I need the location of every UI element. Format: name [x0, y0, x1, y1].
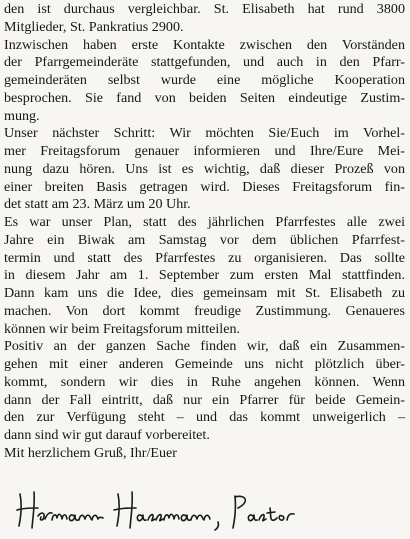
text-line: können wir beim Freitagsforum mitteilen.	[4, 320, 241, 337]
text-line: mung.	[4, 107, 40, 124]
text-line: det statt am 23. März um 20 Uhr.	[4, 196, 191, 213]
text-line: kommt, sondern wir dies in Ruhe angehen können. Wenn	[4, 373, 405, 390]
text-line: mer Freitagsforum genauer informieren und Ihre/Eure Mei-	[4, 143, 405, 159]
text-line: den zur Verfügung steht – und das kommt unweigerlich –	[4, 409, 405, 426]
text-line: Unser nächster Schritt: Wir möchten Sie/Euch im Vorhel-	[4, 125, 405, 142]
text-line: Inzwischen haben erste Kontakte zwischen den Vorständen	[4, 36, 405, 53]
text-line: Mit herzlichem Gruß, Ihr/Euer	[4, 444, 177, 461]
text-line: den ist durchaus vergleichbar. St. Elisabeth hat rund 3800	[4, 1, 405, 17]
text-line: dann der Fall eintritt, daß nur ein Pfarrer für beide Gemein-	[4, 391, 405, 408]
text-line: einer breiten Basis getragen wird. Dieses Freitagsforum fin-	[4, 178, 405, 195]
text-line: Positiv an der ganzen Sache finden wir, daß ein Zusammen-	[4, 338, 405, 355]
text-line: Dann kam uns die Idee, dies gemeinsam mit St. Elisabeth zu	[4, 285, 405, 301]
text-line: Es war unser Plan, statt des jährlichen Pfarrfestes alle zwei	[4, 214, 405, 230]
text-line: dann sind wir gut darauf vorbereitet.	[4, 427, 210, 443]
text-line: in diesem Jahr am 1. September zum ersten Mal stattfinden.	[4, 267, 405, 284]
text-line: Jahre ein Biwak am Samstag vor dem üblichen Pfarrfest-	[4, 231, 405, 248]
text-line: nung dazu hören. Uns ist es wichtig, daß dieser Prozeß von	[4, 160, 405, 177]
text-line: termin und statt des Pfarrfestes zu organisieren. Das sollte	[4, 249, 405, 266]
handwritten-signature	[14, 486, 324, 532]
text-line: gemeinderäten selbst wurde eine mögliche Kooperation	[4, 72, 405, 88]
text-line: Mitglieder, St. Pankratius 2900.	[4, 18, 184, 35]
text-line: besprochen. Sie fand von beiden Seiten eindeutige Zustim-	[4, 89, 405, 106]
text-line: der Pfarrgemeinderäte stattgefunden, und auch in den Pfarr-	[4, 54, 405, 71]
text-line: gehen mit einer anderen Gemeinde uns nicht plötzlich über-	[4, 356, 405, 372]
letter-body	[4, 1, 405, 463]
text-line: machen. Von dort kommt freudige Zustimmung. Genaueres	[4, 302, 405, 319]
